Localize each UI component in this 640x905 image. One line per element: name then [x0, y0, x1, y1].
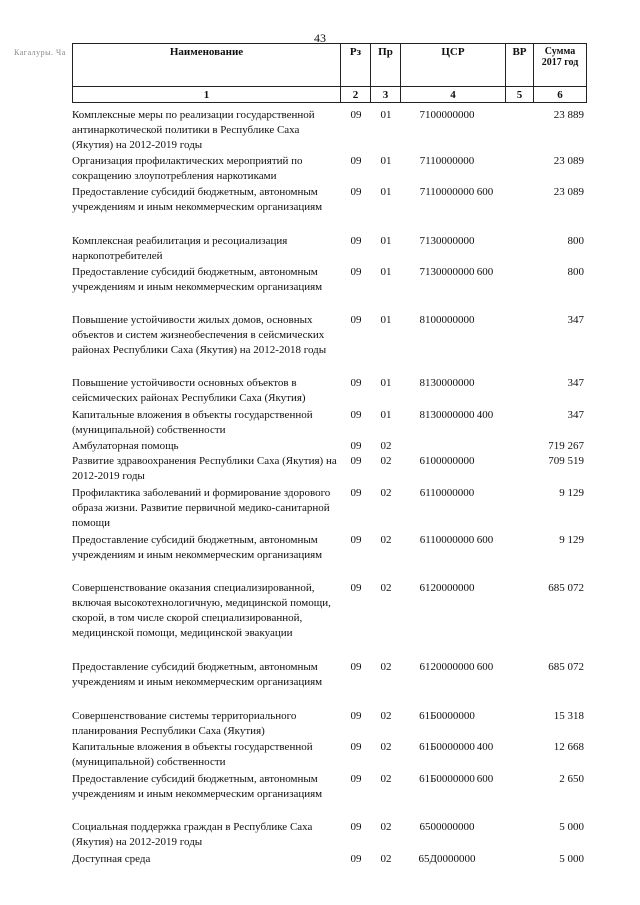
header-pr: Пр	[371, 44, 401, 87]
row-name: Предоставление субсидий бюджетным, автономным учреждениям и иным некоммерческим организациям	[72, 661, 323, 688]
row-name: Совершенствование оказания специализированной, включая высокотехнологичную, медицинской помощи, скорой, в том числе скорой специализированной, медицинской помощи, медицинской эвакуации	[72, 582, 331, 639]
row-pr: 02	[380, 821, 392, 833]
row-csr: 6120000000	[419, 582, 475, 594]
row-vr: 400	[476, 409, 494, 421]
row-rz: 09	[350, 235, 362, 247]
row-rz: 09	[350, 487, 362, 499]
row-rz: 09	[350, 710, 362, 722]
row-name: Социальная поддержка граждан в Республике Саха (Якутия) на 2012-2019 годы	[72, 821, 313, 848]
row-sum: 2 650	[559, 773, 584, 785]
row-csr: 8130000000	[419, 377, 475, 389]
row-pr: 01	[380, 155, 392, 167]
row-rz: 09	[350, 661, 362, 673]
row-rz: 09	[350, 440, 362, 452]
row-csr: 7130000000	[419, 235, 475, 247]
header-num-5: 5	[506, 87, 534, 103]
row-vr: 600	[476, 186, 494, 198]
row-rz: 09	[350, 821, 362, 833]
row-rz: 09	[350, 109, 362, 121]
row-sum: 15 318	[553, 710, 584, 722]
row-pr: 01	[380, 109, 392, 121]
row-csr: 61Б0000000	[419, 710, 475, 722]
row-sum: 685 072	[548, 582, 584, 594]
row-name: Амбулаторная помощь	[72, 440, 179, 452]
row-pr: 01	[380, 377, 392, 389]
row-vr: 400	[476, 741, 494, 753]
row-csr: 7130000000	[419, 266, 475, 278]
row-sum: 685 072	[548, 661, 584, 673]
row-pr: 02	[380, 534, 392, 546]
row-csr: 6120000000	[419, 661, 475, 673]
row-rz: 09	[350, 534, 362, 546]
header-num-4: 4	[401, 87, 506, 103]
row-rz: 09	[350, 455, 362, 467]
header-num-3: 3	[371, 87, 401, 103]
row-csr: 7110000000	[419, 186, 475, 198]
row-sum: 347	[567, 314, 584, 326]
row-csr: 65Д0000000	[418, 853, 476, 865]
row-rz: 09	[350, 773, 362, 785]
row-pr: 02	[380, 455, 392, 467]
row-rz: 09	[350, 409, 362, 421]
row-csr: 6110000000	[419, 534, 475, 546]
row-csr: 61Б0000000	[419, 741, 475, 753]
row-name: Развитие здравоохранения Республики Саха (Якутия) на 2012-2019 годы	[72, 455, 337, 482]
row-name: Организация профилактических мероприятий по сокращению злоупотребления наркотиками	[72, 155, 303, 182]
header-vr: ВР	[506, 44, 534, 87]
row-name: Доступная среда	[72, 853, 151, 865]
row-name: Совершенствование системы территориального планирования Республики Саха (Якутия)	[72, 710, 297, 737]
row-rz: 09	[350, 266, 362, 278]
header-name: Наименование	[73, 44, 341, 87]
row-pr: 02	[380, 773, 392, 785]
row-name: Предоставление субсидий бюджетным, автономным учреждениям и иным некоммерческим организациям	[72, 534, 323, 561]
row-rz: 09	[350, 741, 362, 753]
page-number: 43	[314, 31, 326, 45]
row-sum: 347	[567, 409, 584, 421]
row-pr: 01	[380, 314, 392, 326]
row-csr: 6110000000	[419, 487, 475, 499]
row-pr: 02	[380, 661, 392, 673]
row-sum: 9 129	[559, 487, 584, 499]
header-num-2: 2	[341, 87, 371, 103]
row-name: Предоставление субсидий бюджетным, автономным учреждениям и иным некоммерческим организациям	[72, 266, 323, 293]
row-rz: 09	[350, 853, 362, 865]
row-csr: 6100000000	[419, 455, 475, 467]
row-csr: 8100000000	[419, 314, 475, 326]
row-sum: 23 089	[553, 155, 584, 167]
row-vr: 600	[476, 266, 494, 278]
row-csr: 8130000000	[419, 409, 475, 421]
row-pr: 02	[380, 741, 392, 753]
row-vr: 600	[476, 773, 494, 785]
row-pr: 02	[380, 487, 392, 499]
row-name: Повышение устойчивости основных объектов в сейсмических районах Республики Саха (Якутия)	[72, 377, 306, 404]
row-name: Предоставление субсидий бюджетным, автономным учреждениям и иным некоммерческим организациям	[72, 773, 323, 800]
row-csr: 7100000000	[419, 109, 475, 121]
row-csr: 7110000000	[419, 155, 475, 167]
row-pr: 01	[380, 186, 392, 198]
row-pr: 01	[380, 409, 392, 421]
row-name: Комплексная реабилитация и ресоциализация наркопотребителей	[72, 235, 288, 262]
row-pr: 02	[380, 582, 392, 594]
row-rz: 09	[350, 582, 362, 594]
header-sum: Сумма 2017 год	[534, 44, 587, 87]
row-sum: 12 668	[553, 741, 584, 753]
margin-stamp: Кагалуры. Ча	[14, 48, 66, 57]
row-rz: 09	[350, 155, 362, 167]
row-pr: 02	[380, 440, 392, 452]
row-name: Профилактика заболеваний и формирование здорового образа жизни. Развитие первичной медико-санитарной помощи	[72, 487, 331, 529]
row-sum: 9 129	[559, 534, 584, 546]
row-sum: 23 889	[553, 109, 584, 121]
row-vr: 600	[476, 534, 494, 546]
row-sum: 23 089	[553, 186, 584, 198]
row-sum: 800	[567, 266, 584, 278]
row-sum: 709 519	[548, 455, 584, 467]
row-rz: 09	[350, 186, 362, 198]
header-csr: ЦСР	[401, 44, 506, 87]
header-num-6: 6	[534, 87, 587, 103]
row-pr: 01	[380, 266, 392, 278]
row-name: Повышение устойчивости жилых домов, основных объектов и систем жизнеобеспечения в сейсмических районах Республики Саха (Якутия) на 2012-2018 годы	[72, 314, 327, 356]
row-name: Комплексные меры по реализации государственной антинаркотической политики в Республике Саха (Якутия) на 2012-2019 годы	[72, 109, 315, 151]
row-pr: 02	[380, 710, 392, 722]
row-name: Капитальные вложения в объекты государственной (муниципальной) собственности	[72, 741, 313, 768]
row-name: Предоставление субсидий бюджетным, автономным учреждениям и иным некоммерческим организациям	[72, 186, 323, 213]
row-pr: 02	[380, 853, 392, 865]
row-sum: 719 267	[548, 440, 584, 452]
row-rz: 09	[350, 377, 362, 389]
row-sum: 347	[567, 377, 584, 389]
header-num-1: 1	[73, 87, 341, 103]
row-sum: 5 000	[559, 821, 584, 833]
row-sum: 5 000	[559, 853, 584, 865]
row-rz: 09	[350, 314, 362, 326]
row-vr: 600	[476, 661, 494, 673]
row-sum: 800	[567, 235, 584, 247]
row-csr: 6500000000	[419, 821, 475, 833]
header-rz: Рз	[341, 44, 371, 87]
row-csr: 61Б0000000	[419, 773, 475, 785]
row-pr: 01	[380, 235, 392, 247]
row-name: Капитальные вложения в объекты государственной (муниципальной) собственности	[72, 409, 313, 436]
